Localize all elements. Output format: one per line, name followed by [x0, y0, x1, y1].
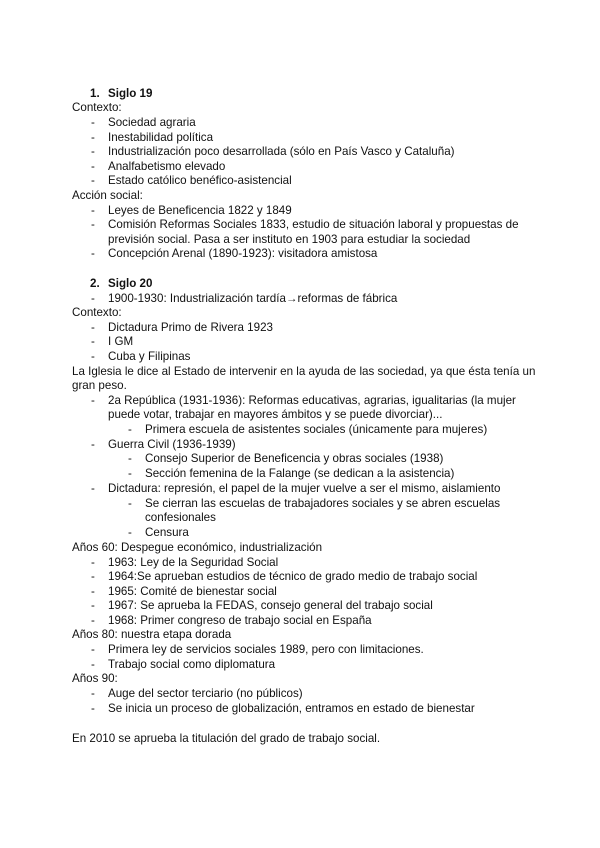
bullet: - — [91, 599, 95, 612]
bullet: - — [91, 570, 95, 583]
sub-list-item: Consejo Superior de Beneficencia y obras sociales (1938) — [145, 452, 444, 465]
list-item: Leyes de Beneficencia 1822 y 1849 — [108, 204, 292, 217]
list-item: Industrialización poco desarrollada (sólo en País Vasco y Cataluña) — [108, 145, 455, 158]
sub-list-item: Primera escuela de asistentes sociales (únicamente para mujeres) — [145, 423, 488, 436]
bullet: - — [91, 145, 95, 158]
bullet: - — [91, 702, 95, 715]
bullet: - — [91, 482, 95, 495]
list-item: 1967: Se aprueba la FEDAS, consejo general del trabajo social — [108, 599, 433, 612]
sub-bullet: - — [128, 497, 132, 510]
list-item: Estado católico benéfico-asistencial — [108, 174, 292, 187]
bullet: - — [91, 218, 95, 231]
bullet: - — [91, 394, 95, 407]
list-item: 1900-1930: Industrialización tardía→reformas de fábrica — [108, 292, 398, 305]
list-item: Dictadura Primo de Rivera 1923 — [108, 321, 273, 334]
paragraph-continuation: gran peso. — [72, 379, 127, 392]
list-item: 1964:Se aprueban estudios de técnico de grado medio de trabajo social — [108, 570, 478, 583]
bullet: - — [91, 160, 95, 173]
list-item: 1963: Ley de la Seguridad Social — [108, 556, 279, 569]
sub-list-item-continuation: confesionales — [145, 511, 216, 524]
bullet: - — [91, 321, 95, 334]
bullet: - — [91, 643, 95, 656]
bullet: - — [91, 204, 95, 217]
bullet: - — [91, 247, 95, 260]
bullet: - — [91, 658, 95, 671]
context-label: Contexto: — [72, 101, 122, 114]
bullet: - — [91, 556, 95, 569]
sub-list-item: Censura — [145, 526, 189, 539]
list-item: 1968: Primer congreso de trabajo social en España — [108, 614, 372, 627]
decade-label: Años 90: — [72, 672, 118, 685]
list-item: Comisión Reformas Sociales 1833, estudio de situación laboral y propuestas de — [108, 218, 519, 231]
bullet: - — [91, 585, 95, 598]
list-item: Analfabetismo elevado — [108, 160, 226, 173]
list-item: Primera ley de servicios sociales 1989, pero con limitaciones. — [108, 643, 424, 656]
bullet: - — [91, 687, 95, 700]
list-item: Sociedad agraria — [108, 116, 196, 129]
list-item: Guerra Civil (1936-1939) — [108, 438, 236, 451]
decade-label: Años 80: nuestra etapa dorada — [72, 628, 232, 641]
bullet: - — [91, 335, 95, 348]
list-item: Cuba y Filipinas — [108, 350, 191, 363]
paragraph: La Iglesia le dice al Estado de intervenir en la ayuda de las sociedad, ya que ésta tenía un — [72, 365, 536, 378]
list-item: 1965: Comité de bienestar social — [108, 585, 277, 598]
action-label: Acción social: — [72, 189, 143, 202]
sub-bullet: - — [128, 467, 132, 480]
bullet: - — [91, 174, 95, 187]
bullet: - — [91, 131, 95, 144]
section-title: Siglo 19 — [108, 87, 153, 100]
bullet: - — [91, 292, 95, 305]
list-item: I GM — [108, 335, 134, 348]
sub-bullet: - — [128, 452, 132, 465]
list-item: Dictadura: represión, el papel de la mujer vuelve a ser el mismo, aislamiento — [108, 482, 501, 495]
list-item-continuation: puede votar, trabajar en mayores ámbitos y se puede divorciar)... — [108, 408, 443, 421]
list-item-continuation: previsión social. Pasa a ser instituto en 1903 para estudiar la sociedad — [108, 233, 471, 246]
bullet: - — [91, 350, 95, 363]
sub-bullet: - — [128, 423, 132, 436]
sub-bullet: - — [128, 526, 132, 539]
section-number: 1. — [90, 87, 100, 100]
decade-label: Años 60: Despegue económico, industrialización — [72, 541, 323, 554]
context-label: Contexto: — [72, 306, 122, 319]
sub-list-item: Se cierran las escuelas de trabajadores sociales y se abren escuelas — [145, 497, 501, 510]
sub-list-item: Sección femenina de la Falange (se dedican a la asistencia) — [145, 467, 455, 480]
list-item: Concepción Arenal (1890-1923): visitadora amistosa — [108, 247, 378, 260]
bullet: - — [91, 438, 95, 451]
list-item: 2a República (1931-1936): Reformas educativas, agrarias, igualitarias (la mujer — [108, 394, 516, 407]
bullet: - — [91, 116, 95, 129]
list-item: Inestabilidad política — [108, 131, 214, 144]
list-item: Auge del sector terciario (no públicos) — [108, 687, 303, 700]
closing-paragraph: En 2010 se aprueba la titulación del grado de trabajo social. — [72, 732, 381, 745]
section-number: 2. — [90, 277, 100, 290]
list-item: Se inicia un proceso de globalización, entramos en estado de bienestar — [108, 702, 475, 715]
section-title: Siglo 20 — [108, 277, 153, 290]
list-item: Trabajo social como diplomatura — [108, 658, 276, 671]
bullet: - — [91, 614, 95, 627]
